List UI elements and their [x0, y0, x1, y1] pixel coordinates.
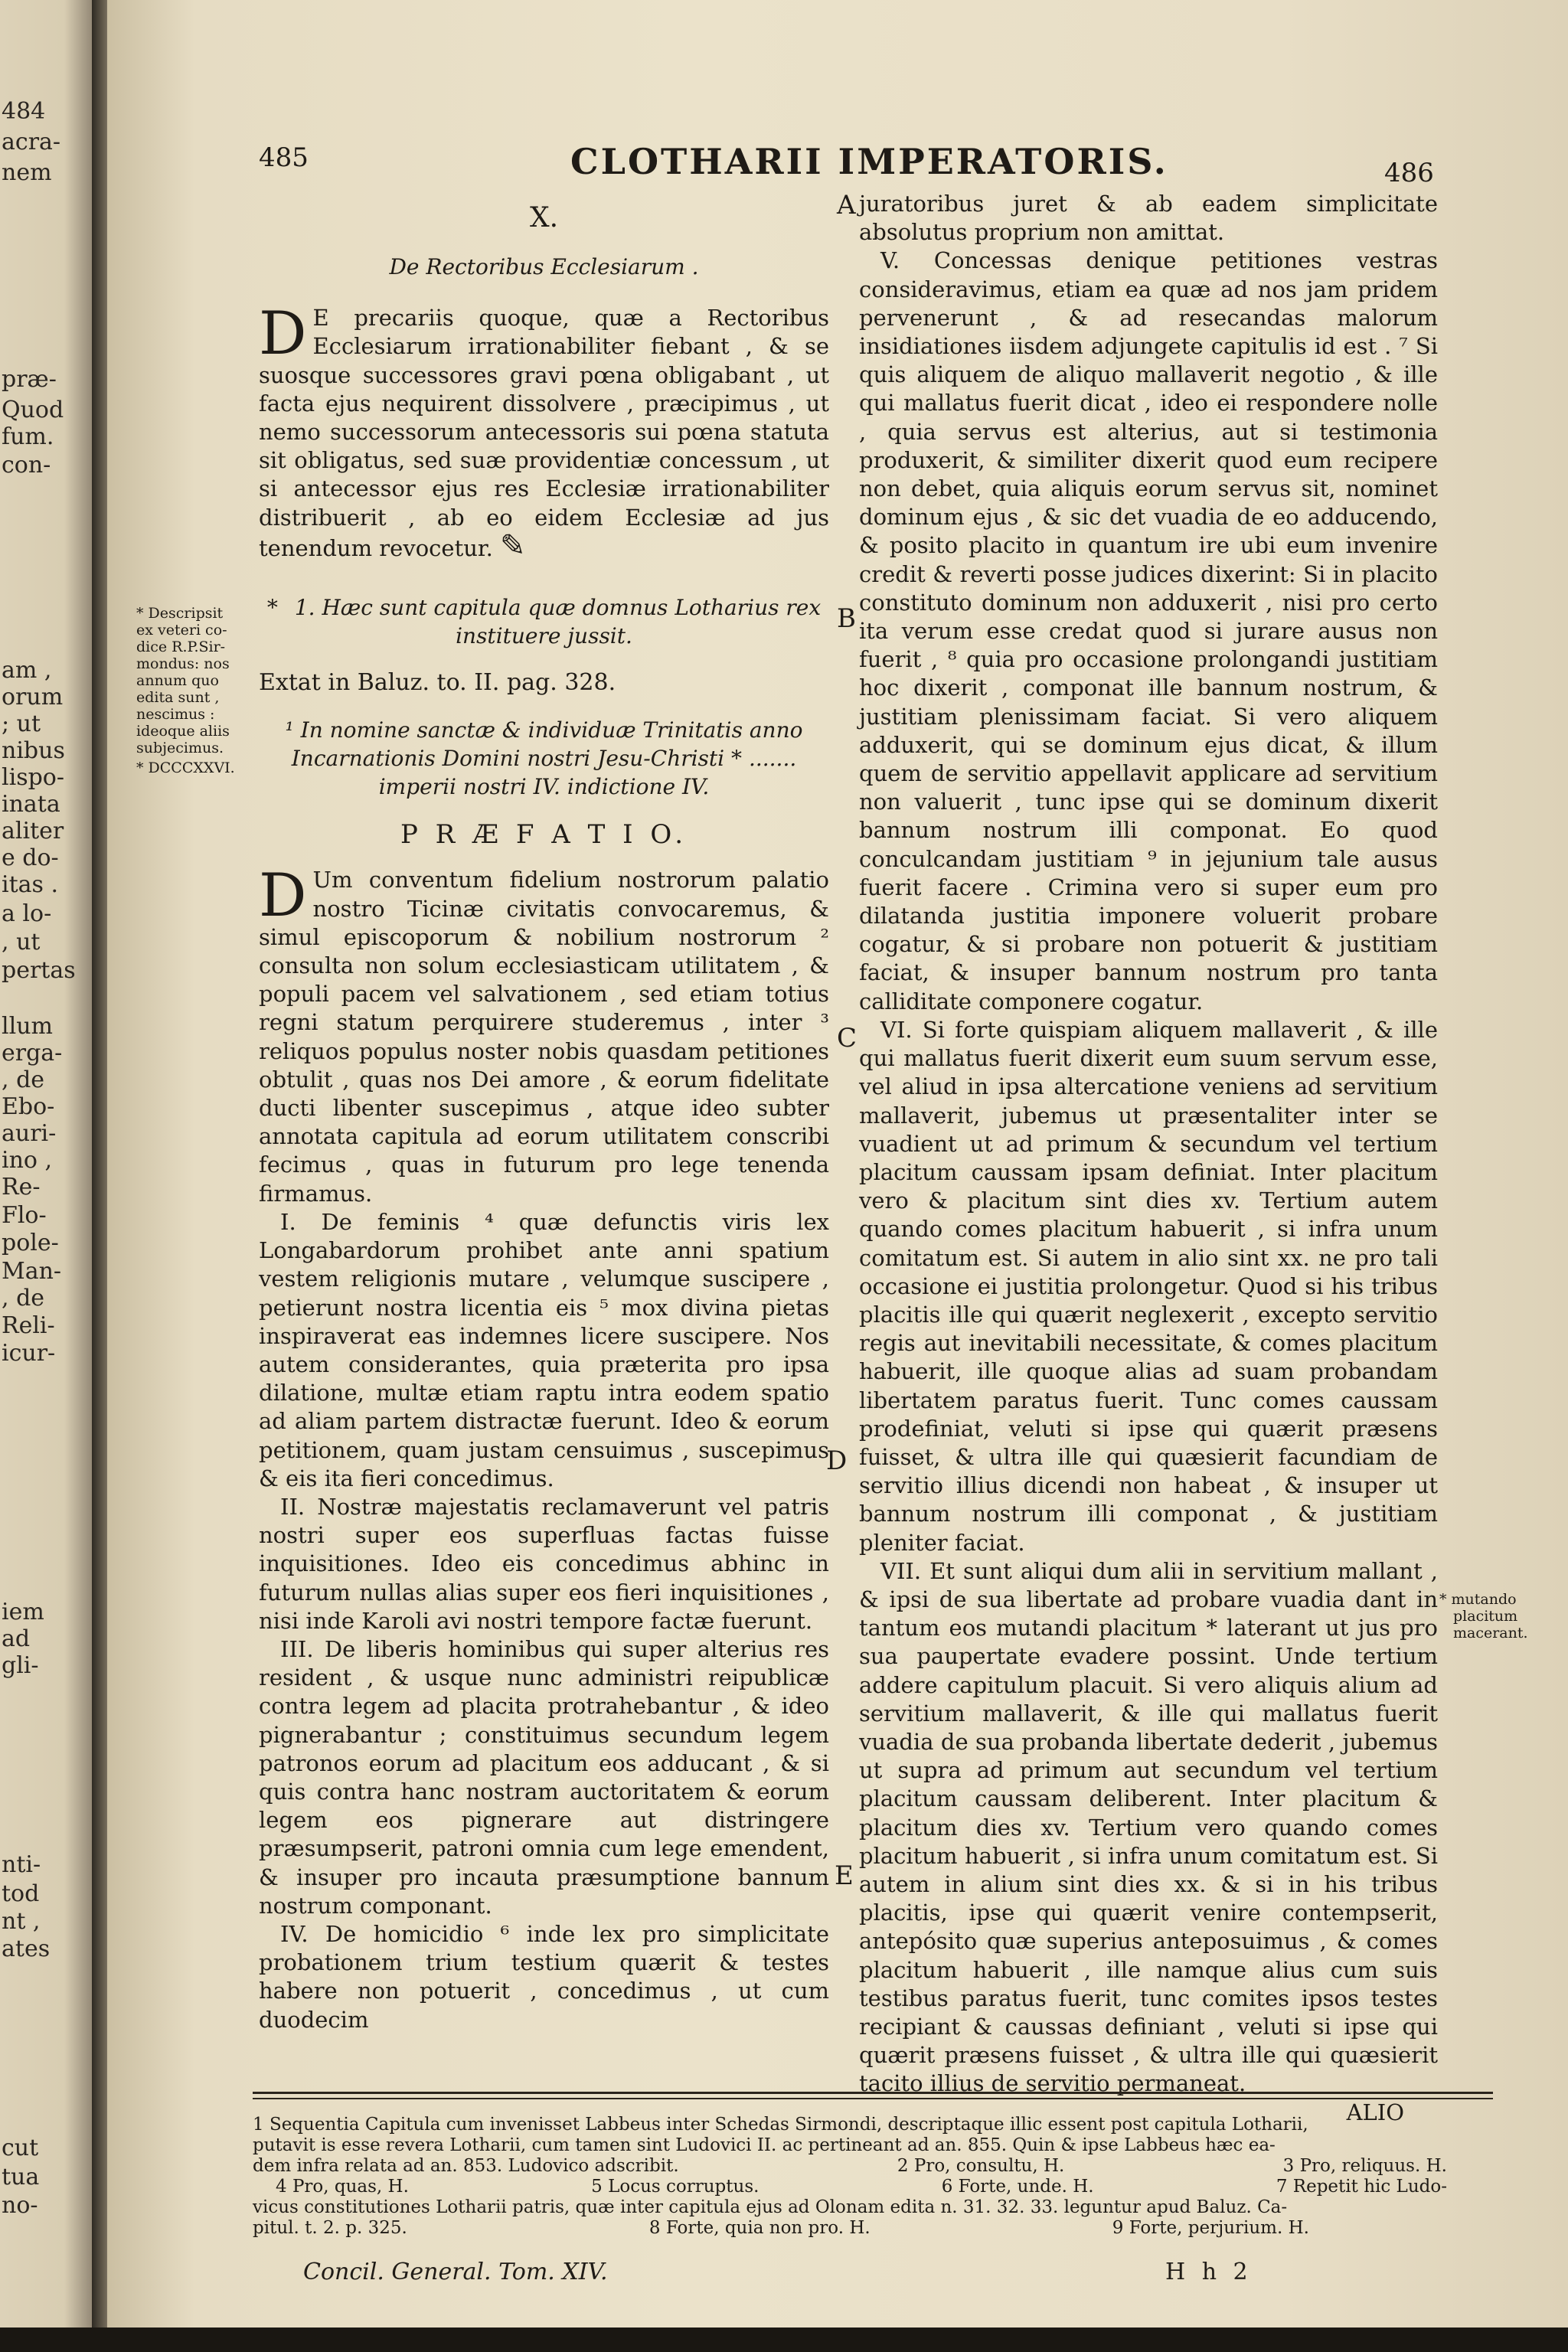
footnote-text: 2 Pro, consultu, H.: [897, 2156, 1065, 2176]
capitula-heading: [259, 593, 829, 650]
margin-line: * DCCCXXVI.: [136, 760, 235, 776]
right-margin-note: [1439, 1591, 1531, 1642]
margin-line: mondus: nos: [136, 655, 230, 672]
facing-page-fragment: Re-: [2, 1174, 41, 1200]
facing-page-fragment: Man-: [2, 1258, 62, 1285]
facing-page-fragment: fum.: [2, 423, 54, 450]
margin-line: annum quo: [136, 672, 219, 689]
paragraph-vi: VI. Si forte quispiam aliquem mallaverit , & ille qui mallatus fuerit dixerit eum suum servum esse, vel aliud in ipsa altercatione veniens ad servitium mallaverit, jubemus ut præsentaliter inter se vuadient ut ad primum & secundum vel tertium placitum caussam ipsam definiat. Inter placitum vero & placitum sint dies xv. Tertium autem quando comes placitum habuerit , si infra unum comitatum est. Si autem in alio sint xx. ne pro tali occasione ei justitia prolongetur. Quod si his tribus placitis ille qui quærit neglexerit , excepto servitio regis aut inevitabili necessitate, & comes placitum habuerit, ille quoque alias ad suam probandam libertatem paratus fuerit. Tunc comes caussam prodefiniat, veluti si ipse qui quærit præsens fuisset, & ultra ille qui quæsierit facundiam de servitio illius dicendi non habeat , & insuper ut bannum nostrum illi componat , & justitiam pleniter faciat.: [859, 1016, 1438, 1556]
heading-text: 1. Hæc sunt capitula quæ domnus Lotharius rex instituere jussit.: [294, 595, 822, 649]
margin-line: ex veteri co-: [136, 622, 227, 639]
footnote-line: [253, 2177, 1447, 2197]
margin-line: nescimus :: [136, 706, 215, 723]
facing-page-fragment: auri-: [2, 1120, 57, 1147]
paragraph-ii: II. Nostræ majestatis reclamaverunt vel patris nostri super eos superfluas factas fuisse inquisitiones. Ideo eis concedimus abhinc in futurum nullas alias super eos fieri inquisitiones , nisi inde Karoli avi nostri tempore factæ fuerunt.: [259, 1493, 829, 1634]
facing-page-fragment: , de: [2, 1285, 45, 1312]
facing-page-fragment: tod: [2, 1880, 40, 1907]
paragraph-iii: III. De liberis hominibus qui super alterius res resident , & usque nunc administri reipublicæ contra legem ad placita protrahebantur , & ideo pignerabantur ; constituimus secundum legem patronos eorum ad placitum eos adducant , & si quis contra hanc nostram auctoritatem & eorum legem eos pignerare aut distringere præsumpserit, patroni omnia cum lege emendent, & insuper pro incauta præsumptione bannum nostrum componant.: [259, 1635, 829, 1919]
margin-line: ideoque aliis: [136, 723, 230, 740]
left-column: [259, 201, 829, 2034]
footnote-text: 1 Sequentia Capitula cum invenisset Labbeus inter Schedas Sirmondi, descriptaque illic essent post capitula Lotharii,: [253, 2115, 1308, 2135]
facing-page-fragment: nem: [2, 159, 52, 186]
facing-page-fragment: no-: [2, 2192, 38, 2219]
drop-cap-d-2: D: [259, 861, 307, 931]
footnote-line: [253, 2115, 1447, 2135]
facing-page-fragment: cut: [2, 2135, 39, 2161]
margin-line: placitum: [1453, 1608, 1518, 1625]
facing-page-fragment: icur-: [2, 1340, 56, 1367]
section-letter-d: D: [826, 1446, 848, 1476]
paragraph-rectoribus: [259, 299, 829, 564]
section-letter-e: E: [835, 1860, 854, 1891]
scan-bottom-edge: [0, 2328, 1568, 2352]
printer-ornament-icon: ✎: [500, 528, 526, 564]
praefatio-heading: P R Æ F A T I O.: [400, 819, 688, 851]
facing-page-fragment: erga-: [2, 1040, 63, 1067]
invocation: ¹ In nomine sanctæ & individuæ Trinitatis anno Incarnationis Domini nostri Jesu-Christi * ....... imperii nostri IV. indictione IV.: [285, 717, 803, 800]
facing-page-fragment: gli-: [2, 1652, 39, 1679]
facing-page-fragment: tua: [2, 2164, 40, 2190]
signature-left: Concil. General. Tom. XIV.: [303, 2259, 608, 2285]
facing-page-fragment: e do-: [2, 844, 59, 871]
paragraph-praefatio: [259, 861, 829, 1207]
paragraph-i: I. De feminis ⁴ quæ defunctis viris lex Longabardorum prohibet ante anni spatium vestem religionis mutare , velumque suscipere , petierunt nostra licentia eis ⁵ mox divina pietas inspiraverat eas indemnes licere suscipere. Nos autem considerantes, quia præterita pro ipsa dilatione, multæ etiam raptu intra eodem spatio ad aliam partem distractæ fuerunt. Ideo & eorum petitionem, quam justam censuimus , suscepimus & eis ita fieri concedimus.: [259, 1208, 829, 1491]
footnotes: [253, 2115, 1447, 2239]
facing-page-fragment: itas .: [2, 871, 59, 898]
facing-page-fragment: Ebo-: [2, 1093, 55, 1120]
footnote-text: 3 Pro, reliquus. H.: [1282, 2156, 1447, 2176]
facing-page-fragment: ates: [2, 1936, 51, 1962]
note-marker: *: [266, 595, 278, 621]
footnote-text: putavit is esse revera Lotharii, cum tamen sint Ludovici II. ac pertineant ad an. 855. Quin & ipse Labbeus hæc ea-: [253, 2135, 1276, 2155]
facing-page-fragment: nt ,: [2, 1908, 41, 1935]
footnote-text: 4 Pro, quas, H.: [276, 2177, 409, 2197]
footnote-text: vicus constitutiones Lotharii patris, quæ inter capitula ejus ad Olonam edita n. 31. 32. 33. leguntur apud Baluz. Ca-: [253, 2197, 1288, 2217]
facing-page-fragment: iem: [2, 1599, 44, 1625]
facing-page-fragment: nti-: [2, 1851, 41, 1878]
facing-page-fragment: am ,: [2, 657, 52, 684]
section-letter-b: B: [837, 603, 856, 634]
facing-page-fragment: ino ,: [2, 1147, 53, 1174]
section-letter-a: A: [837, 190, 856, 220]
facing-page-fragment: Reli-: [2, 1312, 55, 1339]
drop-cap-d: D: [259, 299, 307, 369]
facing-page-fragment: ad: [2, 1625, 31, 1652]
facing-page-fragment: , de: [2, 1067, 45, 1093]
margin-line: macerant.: [1453, 1625, 1528, 1642]
facing-page-fragment: 484: [2, 98, 46, 125]
facing-page-fragment: ; ut: [2, 710, 41, 737]
facing-page-fragment: Quod: [2, 397, 64, 423]
page-number-right: 486: [1384, 158, 1434, 188]
footnote-text: 7 Repetit hic Ludo-: [1276, 2177, 1447, 2197]
footnote-line: [253, 2218, 1447, 2239]
footnote-text: pitul. t. 2. p. 325.: [253, 2218, 407, 2238]
footnote-text: 9 Forte, perjurium. H.: [1112, 2218, 1309, 2238]
paragraph-iv: IV. De homicidio ⁶ inde lex pro simplicitate probationem trium testium quærit & testes habere non potuerit , concedimus , ut cum duodecim: [259, 1920, 829, 2033]
facing-page-fragment: pertas: [2, 957, 76, 984]
facing-page-fragment: Flo-: [2, 1202, 47, 1229]
section-letter-c: C: [837, 1023, 858, 1054]
facing-page-edge: [0, 0, 107, 2352]
footnote-text: 6 Forte, unde. H.: [941, 2177, 1094, 2197]
facing-page-fragment: nibus: [2, 737, 65, 764]
catchword: ALIO: [1346, 2099, 1404, 2125]
facing-page-fragment: a lo-: [2, 900, 52, 927]
margin-line: * Descripsit: [136, 605, 224, 622]
margin-line: subjecimus.: [136, 740, 224, 756]
facing-page-fragment: con-: [2, 452, 51, 479]
footnote-line: [253, 2197, 1447, 2218]
footnote-text: 5 Locus corruptus.: [591, 2177, 760, 2197]
section-title: De Rectoribus Ecclesiarum .: [389, 254, 699, 279]
footnote-rule-thin: [253, 2098, 1493, 2099]
facing-page-fragment: lispo-: [2, 764, 64, 791]
margin-line: * mutando: [1439, 1591, 1517, 1608]
paragraph-v: V. Concessas denique petitiones vestras consideravimus, etiam ea quæ ad nos jam pridem pervenerunt , & ad resecandas malorum insidiationes iisdem adjungete capitulis id est . ⁷ Si quis aliquem de aliquo mallaverit negotio , & ille qui mallatus fuerit dicat , ideo ei respondere nolle , quia servus est alterius, aut si testimonia produxerit, & similiter dixerit quod eum recipere non debet, quia aliquis eorum servus sit, nominet dominum ejus , & sic det vuadia de eo adducendo, & posito placito in quantum ire ubi eum invenire credit & reverti posse judices dixerint: Si in placito constituto dominum non adduxerit , nisi pro certo ita verum esse credat quod si jurare ausus non fuerit , ⁸ quia pro occasione prolongandi justitiam hoc dixerit , componat ille bannum nostrum, & justitiam plenissimam faciat. Si vero aliquem adduxerit, qui se dominum ejus dicat, & illum quem de servitio appellavit applicare ad servitium non valuerit , tunc ipse qui se dominum dixerit bannum nostrum illi componat. Eo quod conculcandam justitiam ⁹ in jejunium tale ausus fuerit facere . Crimina vero si super eum pro dilatanda justitia imponere voluerit probare cogatur, & si probare non potuerit & justitiam faciat, & insuper bannum nostrum pro tanta calliditate componere cogatur.: [859, 247, 1438, 1014]
left-margin-note: [136, 605, 243, 776]
running-title: CLOTHARII IMPERATORIS.: [570, 141, 1168, 182]
section-number: X.: [529, 202, 559, 234]
paragraph-vii: VII. Et sunt aliqui dum alii in servitium mallant , & ipsi de sua libertate ad probare vuadia dant in tantum eos mutandi placitum * laterant ut jus pro sua paupertate evadere possint. Unde tertium addere capitulum placuit. Si vero aliquis alium ad servitium mallaverit, & ille qui mallatus fuerit vuadia de sua probanda libertate dederit , jubemus ut supra ad primum aut secundum vel tertium placitum caussam deliberent. Inter placitum & placitum dies xv. Tertium vero quando comes placitum habuerit , si infra unum comitatum est. Si autem in alium sint dies xx. & si in his tribus placitis, ipse qui quærit venire contempserit, antepósito quæ superius anteposuimus , & comes placitum habuerit , ille namque alius cum suis testibus paratus fuerit, tunc comites ipsos testes recipiant & caussas definiant , veluti si ipse qui quærit præsens fuisset , & ultra ille qui quæsierit tacito illius de servitio permaneat.: [859, 1557, 1438, 2097]
paragraph-text: E precariis quoque, quæ a Rectoribus Ecclesiarum irrationabiliter fiebant , & se suosque successores gravi pœna obligabant , ut facta ejus nequirent dissolvere , præcipimus , ut nemo successorum antecessoris sui pœna statuta sit obligatus, sed suæ providentiæ concessum , ut si antecessor ejus res Ecclesiæ irrationabiliter distribuerit , ab eo eidem Ecclesiæ ad jus tenendum revocetur.: [259, 305, 829, 561]
footnote-line: [253, 2135, 1447, 2156]
page-number-left: 485: [259, 142, 309, 173]
signature-right: H h 2: [1165, 2259, 1253, 2285]
paragraph-juratoribus: juratoribus juret & ab eadem simplicitate absolutus proprium non amittat.: [859, 191, 1438, 246]
paragraph-text: Um conventum fidelium nostrorum palatio nostro Ticinæ civitatis convocaremus, & simul episcoporum & nobilium nostrorum ² consulta non solum ecclesiasticam utilitatem , & populi pacem vel salvationem , sed etiam totius regni statum perquirere studeremus , inter ³ reliquos populus noster nobis quasdam petitiones obtulit , quas nos Dei amore , & eorum fidelitate ducti libenter suscepimus , atque ideo subter annotata capitula ad eorum utilitatem conscribi fecimus , quas in futurum pro lege tenenda firmamus.: [259, 867, 829, 1207]
footnote-rule: [253, 2092, 1493, 2094]
facing-page-fragment: acra-: [2, 129, 61, 155]
footnote-text: 8 Forte, quia non pro. H.: [648, 2218, 871, 2238]
right-column: [859, 190, 1438, 2127]
facing-page-fragment: orum: [2, 684, 64, 710]
extat-reference: Extat in Baluz. to. II. pag. 328.: [259, 669, 616, 697]
facing-page-fragment: inata: [2, 791, 60, 818]
facing-page-fragment: llum: [2, 1013, 53, 1040]
footnote-text: dem infra relata ad an. 853. Ludovico adscribit.: [253, 2156, 679, 2176]
facing-page-fragment: , ut: [2, 929, 41, 956]
facing-page-fragment: pole-: [2, 1230, 59, 1256]
margin-line: dice R.P.Sir-: [136, 639, 226, 655]
footnote-line: [253, 2156, 1447, 2177]
margin-line: edita sunt ,: [136, 689, 220, 706]
facing-page-fragment: aliter: [2, 818, 64, 844]
facing-page-fragment: præ-: [2, 366, 57, 393]
